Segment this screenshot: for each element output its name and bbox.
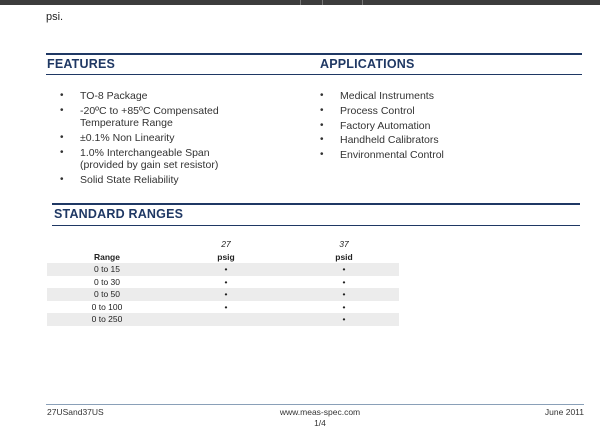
standard-ranges-heading: STANDARD RANGES: [54, 207, 184, 221]
list-item: • -20ºC to +85ºC Compensated Temperature Range: [60, 104, 219, 130]
section-rule: [52, 225, 580, 226]
footer-date: June 2011: [544, 407, 584, 417]
bullet-icon: •: [320, 119, 324, 131]
features-heading: FEATURES: [47, 57, 116, 71]
section-rule: [46, 74, 582, 75]
table-row: 0 to 15 • •: [47, 263, 399, 276]
section-rule: [46, 53, 582, 55]
footer-doc-id: 27USand37US: [47, 407, 104, 417]
list-item: • Solid State Reliability: [60, 174, 179, 187]
bullet-icon: •: [60, 146, 64, 158]
bullet-icon: •: [320, 134, 324, 146]
bullet-icon: •: [60, 104, 64, 116]
window-tab[interactable]: [322, 0, 363, 5]
list-item: • Environmental Control: [320, 149, 444, 162]
column-header-psig: psig: [217, 251, 235, 262]
table-header-row: [47, 251, 399, 264]
list-item: • TO-8 Package: [60, 90, 148, 102]
features-list: [60, 90, 250, 189]
table-row: 0 to 100 • •: [91, 301, 346, 312]
bullet-icon: •: [60, 90, 64, 101]
list-item: • Process Control: [320, 104, 415, 117]
model-number-row: [47, 238, 399, 251]
footer-rule: [46, 404, 584, 405]
bullet-icon: •: [60, 174, 64, 186]
ranges-table: [47, 238, 399, 326]
applications-heading: APPLICATIONS: [320, 57, 415, 71]
footer-website-link[interactable]: www.meas-spec.com: [279, 407, 361, 417]
column-header-range: Range: [94, 251, 120, 262]
applications-list: [320, 90, 520, 164]
list-item: • Factory Automation: [320, 119, 431, 132]
window-tab[interactable]: [300, 0, 323, 5]
list-item: • ±0.1% Non Linearity: [60, 132, 175, 145]
table-row: 0 to 250 •: [47, 313, 399, 326]
list-item: • 1.0% Interchangeable Span (provided by gain set resistor): [60, 146, 219, 172]
section-rule: [52, 203, 580, 205]
model-number: 27: [221, 239, 231, 249]
list-item: • Medical Instruments: [320, 90, 434, 102]
window-tab[interactable]: [362, 0, 383, 5]
bullet-icon: •: [60, 132, 64, 144]
footer-page-number: 1/4: [314, 418, 326, 428]
column-header-psid: psid: [335, 251, 353, 262]
bullet-icon: •: [320, 90, 324, 101]
window-top-strip: [0, 0, 600, 5]
continued-text: psi.: [46, 11, 64, 23]
bullet-icon: •: [320, 104, 324, 116]
table-row: 0 to 50 • •: [47, 288, 399, 301]
table-row: 0 to 30 • •: [94, 276, 346, 287]
bullet-icon: •: [320, 149, 324, 161]
model-number: 37: [339, 239, 349, 249]
list-item: • Handheld Calibrators: [320, 134, 439, 147]
